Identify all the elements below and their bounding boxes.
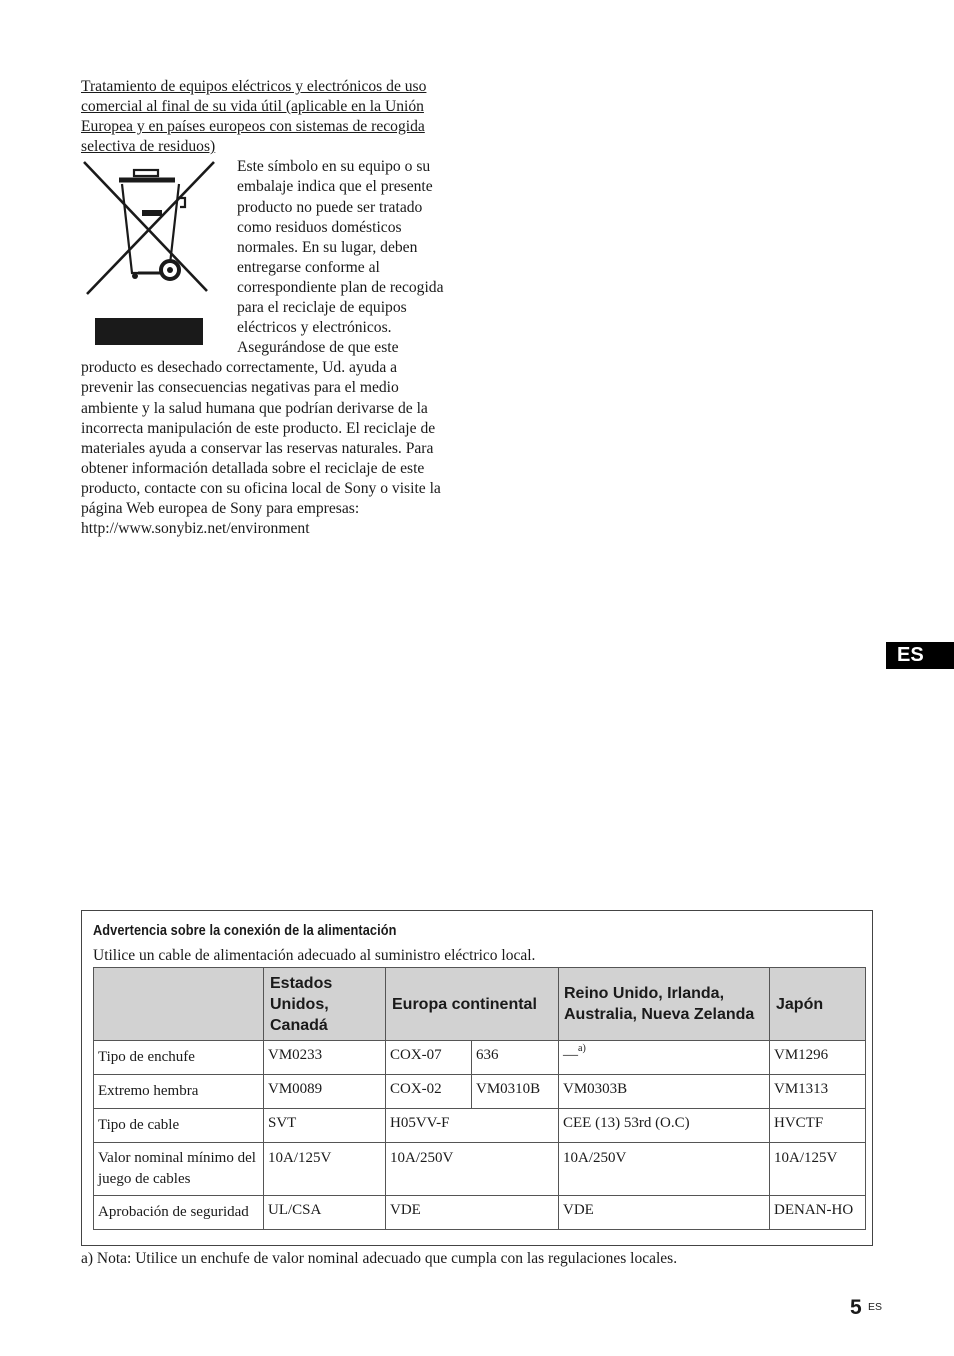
cell-eu-a: COX-07: [386, 1041, 472, 1075]
table-row: [94, 1075, 866, 1109]
power-cord-table: [93, 967, 866, 1230]
weee-section: [81, 77, 449, 539]
table-header-row: [94, 968, 866, 1041]
table-header-us-canada: Estados Unidos, Canadá: [264, 968, 386, 1041]
table-header-europe: Europa continental: [386, 968, 559, 1041]
table-header-japan: Japón: [770, 968, 866, 1041]
cell-us: VM0233: [264, 1041, 386, 1075]
table-header-uk-aus-nz: Reino Unido, Irlanda, Australia, Nueva Zelanda: [559, 968, 770, 1041]
cell-jp: VM1313: [770, 1075, 866, 1109]
cell-us: 10A/125V: [264, 1143, 386, 1196]
row-label: Valor nominal mínimo del juego de cables: [94, 1143, 264, 1196]
cell-eu-a: COX-02: [386, 1075, 472, 1109]
power-warning-description: Utilice un cable de alimentación adecuado al suministro eléctrico local.: [93, 947, 536, 964]
cell-uk: [559, 1041, 770, 1075]
power-warning-box: [81, 910, 873, 1246]
cell-uk: CEE (13) 53rd (O.C): [559, 1109, 770, 1143]
cell-eu: H05VV-F: [386, 1109, 559, 1143]
cell-jp: VM1296: [770, 1041, 866, 1075]
row-label: Tipo de cable: [94, 1109, 264, 1143]
language-tab: ES: [886, 642, 954, 669]
cell-uk-value: —: [563, 1047, 578, 1063]
cell-jp: HVCTF: [770, 1109, 866, 1143]
row-label: Extremo hembra: [94, 1075, 264, 1109]
table-row: [94, 1041, 866, 1075]
table-row: [94, 1196, 866, 1230]
weee-body-text: Este símbolo en su equipo o su embalaje indica que el presente producto no puede ser tratado como residuos domésticos normales. En su lugar, deben entregarse conforme al correspondiente plan de recogida para el reciclaje de equipos eléctricos y electrónicos. Asegurándose de que este producto es desechado correctamente, Ud. ayuda a prevenir las consecuencias negativas para el medio ambiente y la salud humana que podrían derivarse de la incorrecta manipulación de este producto. El reciclaje de materiales ayuda a conservar las reservas naturales. Para obtener información detallada sobre el reciclaje de este producto, contacte con su oficina local de Sony o visite la página Web europea de Sony para empresas:: [81, 158, 444, 517]
table-row: [94, 1143, 866, 1196]
page-number: 5: [850, 1296, 862, 1319]
cell-eu: VDE: [386, 1196, 559, 1230]
cell-eu: 10A/250V: [386, 1143, 559, 1196]
cell-us: UL/CSA: [264, 1196, 386, 1230]
footnote-marker: a): [578, 1043, 586, 1054]
cell-jp: 10A/125V: [770, 1143, 866, 1196]
row-label: Aprobación de seguridad: [94, 1196, 264, 1230]
row-label: Tipo de enchufe: [94, 1041, 264, 1075]
cell-eu-b: VM0310B: [472, 1075, 559, 1109]
sony-environment-link[interactable]: http://www.sonybiz.net/environment: [81, 520, 310, 538]
cell-uk: VDE: [559, 1196, 770, 1230]
cell-eu-b: 636: [472, 1041, 559, 1075]
table-header-empty: [94, 968, 264, 1041]
crossed-out-wheelie-bin-icon: [81, 158, 221, 353]
cell-us: SVT: [264, 1109, 386, 1143]
cell-us: VM0089: [264, 1075, 386, 1109]
cell-uk: VM0303B: [559, 1075, 770, 1109]
cell-uk: 10A/250V: [559, 1143, 770, 1196]
cell-jp: DENAN-HO: [770, 1196, 866, 1230]
footnote: a) Nota: Utilice un enchufe de valor nominal adecuado que cumpla con las regulaciones locales.: [81, 1250, 678, 1267]
table-row: [94, 1109, 866, 1143]
weee-title: Tratamiento de equipos eléctricos y electrónicos de uso comercial al final de su vida útil (aplicable en la Unión Europea y en países europeos con sistemas de recogida selectiva de residuos): [81, 78, 427, 156]
power-warning-title: Advertencia sobre la conexión de la alimentación: [93, 923, 397, 939]
page-language-suffix: ES: [868, 1301, 883, 1313]
